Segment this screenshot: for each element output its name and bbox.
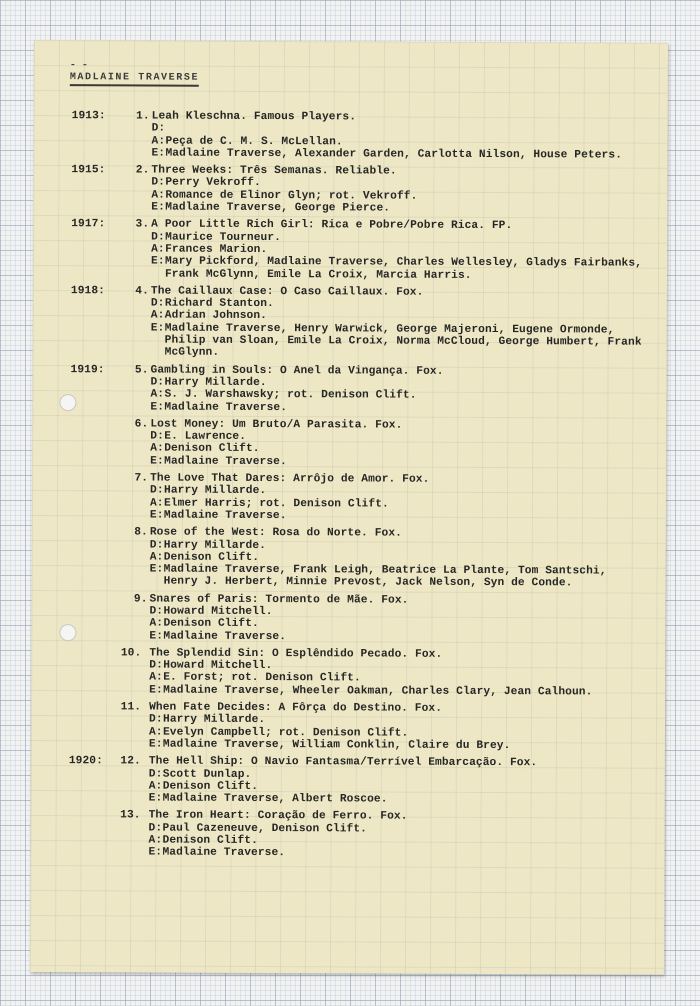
credit-text: Maurice Tourneur. <box>165 231 282 244</box>
credit-text: Evelyn Campbell; rot. Denison Clift. <box>162 726 409 740</box>
credit-prefix: D: <box>150 484 164 497</box>
credit-line <box>150 509 666 524</box>
film-entry <box>33 285 667 362</box>
film-entry <box>32 472 666 524</box>
film-entry <box>33 164 667 216</box>
entry-number: 4. <box>135 285 149 298</box>
credit-line <box>148 847 664 862</box>
credit-prefix: D: <box>150 430 164 443</box>
credit-text: Madlaine Traverse. <box>164 455 287 468</box>
entry-title: The Iron Heart: Coração de Ferro. Fox. <box>148 809 408 824</box>
credit-prefix: E: <box>151 255 165 268</box>
credit-prefix: D: <box>151 231 165 244</box>
entry-title: Lost Money: Um Bruto/A Parasita. Fox. <box>150 418 403 432</box>
entry-title: The Love That Dares: Arrôjo de Amor. Fox. <box>150 472 430 486</box>
entry-number: 12. <box>120 755 141 768</box>
entry-title: A Poor Little Rich Girl: Rica e Pobre/Pobre Rica. FP. <box>151 218 513 233</box>
credit-text: Paul Cazeneuve, Denison Clift. <box>162 822 368 836</box>
credit-text: Madlaine Traverse. <box>163 630 287 643</box>
credit-prefix: D: <box>149 605 164 618</box>
entry-year: 1915: <box>71 164 106 177</box>
entry-title: The Hell Ship: O Navio Fantasma/Terrível Embarcação. Fox. <box>148 755 538 770</box>
credit-prefix: E: <box>148 846 163 859</box>
film-entry <box>31 647 665 699</box>
credit-prefix: A: <box>150 388 165 401</box>
credit-prefix: A: <box>149 551 164 564</box>
credit-prefix: A: <box>150 442 164 455</box>
credit-text: Elmer Harris; rot. Denison Clift. <box>163 497 389 511</box>
entry-number: 2. <box>135 164 150 177</box>
credit-text: Madlaine Traverse, William Conklin, Claire du Brey. <box>162 738 511 753</box>
header-marks: - - <box>69 60 88 72</box>
credit-text: Howard Mitchell. <box>163 659 273 673</box>
document-title: MADLAINE TRAVERSE <box>70 72 199 87</box>
credit-prefix: E: <box>150 455 164 468</box>
film-entry <box>32 364 666 416</box>
credit-prefix: E: <box>149 509 164 522</box>
credit-prefix: E: <box>150 401 165 414</box>
credit-prefix: A: <box>148 834 163 847</box>
film-entry <box>31 701 665 753</box>
credit-text: E. Forst; rot. Denison Clift. <box>163 672 361 685</box>
credit-line <box>149 630 665 645</box>
credit-prefix: D: <box>149 659 163 672</box>
credit-prefix: A: <box>151 189 165 202</box>
credit-text: Denison Clift. <box>163 617 259 631</box>
credit-text: Denison Clift. <box>162 780 259 793</box>
entry-year: 1913: <box>71 110 106 123</box>
entry-title: Three Weeks: Três Semanas. Reliable. <box>151 164 397 178</box>
entry-number: 8. <box>134 526 148 539</box>
entry-year: 1917: <box>71 218 106 231</box>
film-entry <box>30 809 664 861</box>
filmography-list <box>30 110 667 866</box>
credit-prefix: E: <box>149 684 163 697</box>
entry-number: 13. <box>120 809 141 822</box>
credit-text: Madlaine Traverse, Alexander Garden, Carlotta Nilson, House Peters. <box>165 147 623 162</box>
credit-text: Harry Millarde. <box>164 376 267 389</box>
credit-prefix: E: <box>149 630 164 643</box>
paper-sheet <box>30 40 668 975</box>
credit-prefix: D: <box>151 122 166 135</box>
credit-line <box>149 793 665 808</box>
credit-line <box>149 738 665 753</box>
credit-text: Perry Vekroff. <box>165 177 261 190</box>
credit-prefix: A: <box>150 309 165 323</box>
credit-prefix: A: <box>151 243 165 256</box>
credit-text: S. J. Warshawsky; rot. Denison Clift. <box>164 388 417 402</box>
credit-prefix: D: <box>148 822 163 835</box>
credit-prefix: A: <box>148 780 163 793</box>
credit-text: Howard Mitchell. <box>163 605 273 619</box>
credit-prefix: E: <box>148 738 163 751</box>
credit-prefix: D: <box>149 539 164 552</box>
entry-year: 1920: <box>68 755 103 768</box>
entry-number: 5. <box>134 364 149 377</box>
credit-text: E. Lawrence. <box>164 430 247 444</box>
credit-prefix: A: <box>149 497 164 510</box>
credit-prefix: E: <box>148 792 163 805</box>
film-entry <box>33 110 667 162</box>
credit-line <box>151 256 667 283</box>
film-entry <box>33 218 667 282</box>
entry-number: 7. <box>134 472 149 485</box>
entry-number: 10. <box>120 647 142 660</box>
credit-prefix: E: <box>150 322 165 335</box>
credit-text: Scott Dunlap. <box>162 768 252 781</box>
credit-text: Denison Clift. <box>163 551 260 564</box>
film-entry <box>32 526 666 590</box>
film-entry <box>32 418 666 470</box>
credit-prefix: D: <box>150 297 165 310</box>
entry-number: 6. <box>134 418 149 431</box>
credit-text: Mary Pickford, Madlaine Traverse, Charles Wellesley, Gladys Fairbanks, Frank McGlynn, Emile La Croix, Marcia Harris. <box>164 255 643 282</box>
credit-text: Madlaine Traverse, Albert Roscoe. <box>162 792 388 806</box>
entry-year: 1919: <box>70 363 105 376</box>
entry-number: 1. <box>136 110 150 123</box>
credit-prefix: A: <box>151 135 166 148</box>
entry-title: When Fate Decides: A Fôrça do Destino. Fox. <box>149 701 443 715</box>
credit-text: Madlaine Traverse, Frank Leigh, Beatrice La Plante, Tom Santschi, Henry J. Herbert, Minnie Prevost, Jack Nelson, Syn de Conde. <box>163 563 607 590</box>
credit-text: Madlaine Traverse, Wheeler Oakman, Charles Clary, Jean Calhoun. <box>163 684 593 699</box>
entry-title: Rose of the West: Rosa do Norte. Fox. <box>149 526 402 540</box>
credit-text: Madlaine Traverse. <box>164 401 288 414</box>
credit-line <box>150 455 666 470</box>
credit-text: Denison Clift. <box>162 834 258 848</box>
credit-prefix: A: <box>148 726 163 739</box>
credit-text: Harry Millarde. <box>163 539 267 552</box>
credit-prefix: A: <box>149 671 163 685</box>
credit-line <box>149 684 665 699</box>
credit-prefix: D: <box>149 713 163 726</box>
credit-text: Adrian Johnson. <box>164 310 268 323</box>
credit-text: Harry Millarde. <box>164 484 267 498</box>
entry-number: 3. <box>135 218 150 231</box>
credit-line <box>151 322 667 361</box>
credit-text: Madlaine Traverse, George Pierce. <box>165 201 391 215</box>
credit-prefix: E: <box>151 147 166 160</box>
entry-year: 1918: <box>70 285 106 298</box>
credit-prefix: A: <box>149 617 164 630</box>
credit-prefix: D: <box>151 176 166 190</box>
credit-text: Madlaine Traverse. <box>162 846 286 860</box>
entry-title: The Splendid Sin: O Esplêndido Pecado. Fox. <box>149 647 443 661</box>
credit-line <box>150 564 666 591</box>
credit-text: Harry Millarde. <box>163 713 266 727</box>
entry-title: The Caillaux Case: O Caso Caillaux. Fox. <box>150 285 424 299</box>
credit-line <box>151 147 667 162</box>
entry-title: Snares of Paris: Tormento de Mãe. Fox. <box>149 593 409 607</box>
film-entry <box>31 593 665 645</box>
credit-text: Madlaine Traverse, Henry Warwick, George Majeroni, Eugene Ormonde, Philip van Sloan, Emile La Croix, Norma McCloud, George Humbert, Frank McGlynn. <box>164 322 642 360</box>
credit-prefix: D: <box>150 376 165 389</box>
credit-prefix: E: <box>149 563 164 576</box>
film-entry <box>31 755 665 807</box>
credit-text: Denison Clift. <box>164 442 260 456</box>
credit-prefix: E: <box>151 201 165 214</box>
credit-text: Romance de Elinor Glyn; rot. Vekroff. <box>165 189 418 203</box>
entry-number: 9. <box>133 593 148 606</box>
credit-line <box>151 202 667 217</box>
credit-text: Richard Stanton. <box>164 297 274 311</box>
credit-text: Madlaine Traverse. <box>163 509 287 523</box>
credit-text: Peça de C. M. S. McLellan. <box>165 135 343 148</box>
entry-title: Gambling in Souls: O Anel da Vingança. Fox. <box>150 364 444 378</box>
credit-prefix: D: <box>148 768 163 781</box>
entry-number: 11. <box>120 701 142 714</box>
credit-line <box>150 401 666 416</box>
entry-title: Leah Kleschna. Famous Players. <box>151 110 357 124</box>
credit-text: Frances Marion. <box>165 243 268 256</box>
